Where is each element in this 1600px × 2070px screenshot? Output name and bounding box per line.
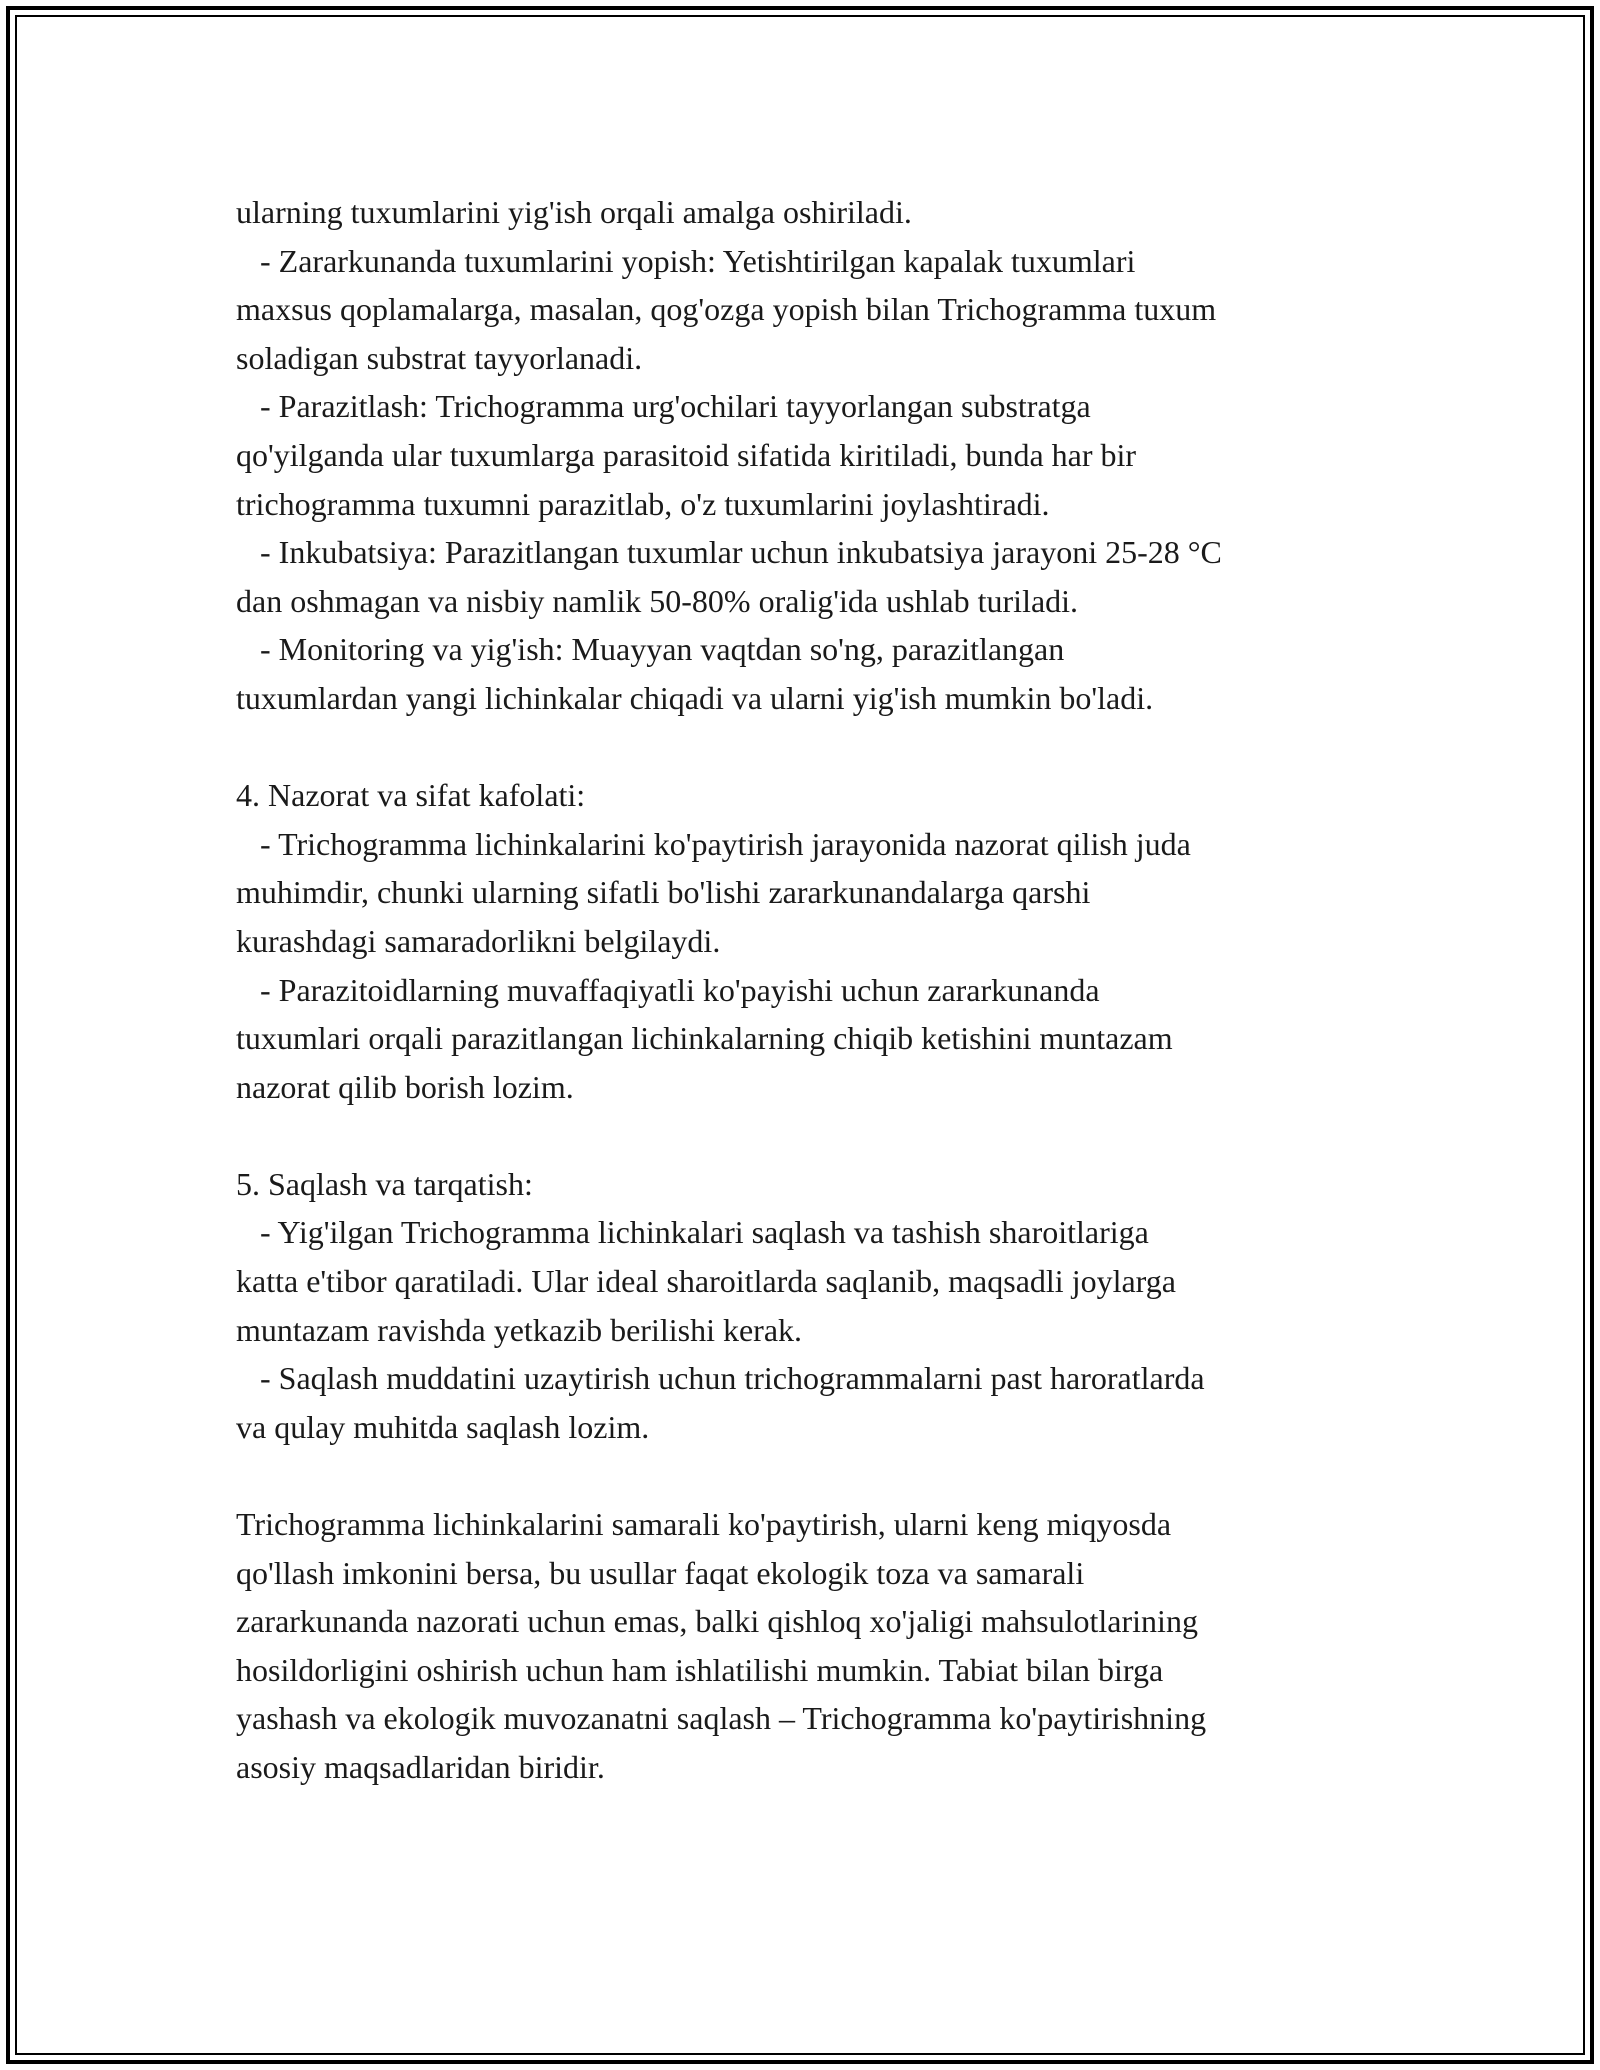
text-line: ularning tuxumlarini yig'ish orqali amalga oshiriladi. xyxy=(236,194,912,230)
text-line: nazorat qilib borish lozim. xyxy=(236,1068,574,1105)
text-line: muhimdir, chunki ularning sifatli bo'lishi zararkunandalarga qarshi xyxy=(236,874,1091,911)
text-line: qo'yilganda ular tuxumlarga parasitoid sifatida kiritiladi, bunda har bir xyxy=(236,436,1137,473)
paragraph-gap xyxy=(236,1111,1396,1160)
text-line: dan oshmagan va nisbiy namlik 50-80% oralig'ida ushlab turiladi. xyxy=(236,582,1079,619)
text-line: va qulay muhitda saqlash lozim. xyxy=(236,1408,650,1445)
text-line: qo'llash imkonini bersa, bu usullar faqat ekologik toza va samarali xyxy=(236,1554,1085,1591)
text-line: - Yig'ilgan Trichogramma lichinkalari saqlash va tashish sharoitlariga xyxy=(236,1214,1149,1251)
text-line: muntazam ravishda yetkazib berilishi kerak. xyxy=(236,1311,803,1348)
text-line: - Inkubatsiya: Parazitlangan tuxumlar uchun inkubatsiya jarayoni 25-28 °C xyxy=(236,534,1222,571)
text-line: Trichogramma lichinkalarini samarali ko'paytirish, ularni keng miqyosda xyxy=(236,1506,1172,1543)
text-line: - Saqlash muddatini uzaytirish uchun trichogrammalarni past haroratlarda xyxy=(236,1360,1205,1397)
paragraph-gap xyxy=(236,1451,1396,1500)
section-heading: 4. Nazorat va sifat kafolati: xyxy=(236,777,586,814)
text-line: trichogramma tuxumni parazitlab, o'z tuxumlarini joylashtiradi. xyxy=(236,485,1050,522)
text-line: yashash va ekologik muvozanatni saqlash – Trichogramma ko'paytirishning xyxy=(236,1700,1207,1737)
paragraph-gap xyxy=(236,723,1396,772)
text-line: soladigan substrat tayyorlanadi. xyxy=(236,339,643,376)
text-line: kurashdagi samaradorlikni belgilaydi. xyxy=(236,922,721,959)
text-line: hosildorligini oshirish uchun ham ishlatilishi mumkin. Tabiat bilan birga xyxy=(236,1651,1164,1688)
text-line: - Trichogramma lichinkalarini ko'paytirish jarayonida nazorat qilish juda xyxy=(236,825,1191,862)
text-line: - Parazitoidlarning muvaffaqiyatli ko'payishi uchun zararkunanda xyxy=(236,971,1100,1008)
text-line: - Zararkunanda tuxumlarini yopish: Yetishtirilgan kapalak tuxumlari xyxy=(236,242,1136,279)
text-line: asosiy maqsadlaridan biridir. xyxy=(236,1749,605,1785)
text-line: zararkunanda nazorati uchun emas, balki qishloq xo'jaligi mahsulotlarining xyxy=(236,1603,1198,1640)
text-line: tuxumlari orqali parazitlangan lichinkalarning chiqib ketishini muntazam xyxy=(236,1020,1173,1057)
text-line: maxsus qoplamalarga, masalan, qog'ozga yopish bilan Trichogramma tuxum xyxy=(236,291,1217,328)
text-line: katta e'tibor qaratiladi. Ular ideal sharoitlarda saqlanib, maqsadli joylarga xyxy=(236,1263,1176,1300)
text-line: - Parazitlash: Trichogramma urg'ochilari tayyorlangan substratga xyxy=(236,388,1091,425)
section-heading: 5. Saqlash va tarqatish: xyxy=(236,1165,533,1202)
text-line: - Monitoring va yig'ish: Muayyan vaqtdan so'ng, parazitlangan xyxy=(236,631,1065,668)
document-text xyxy=(236,188,1396,1792)
text-line: tuxumlardan yangi lichinkalar chiqadi va ularni yig'ish mumkin bo'ladi. xyxy=(236,679,1154,716)
